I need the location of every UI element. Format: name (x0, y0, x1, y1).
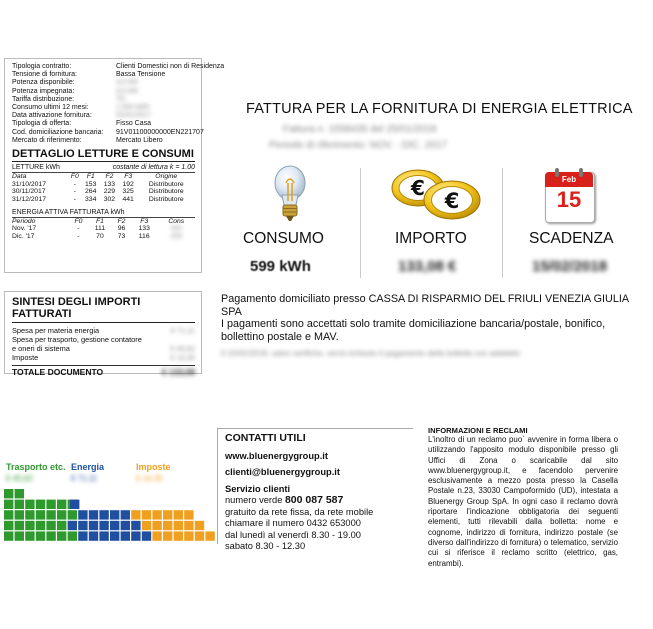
contract-info-row (12, 96, 195, 104)
trasporto-square (4, 521, 13, 530)
imposte-square (163, 521, 172, 530)
trasporto-square (4, 489, 13, 498)
energia-square (78, 521, 87, 530)
trasporto-square (46, 531, 55, 540)
trasporto-square (25, 500, 34, 509)
payment-methods-line: I pagamenti sono accettati solo tramite domiciliazione bancaria/postale, bonifico, bollettino postale e MAV. (221, 318, 606, 343)
sintesi-row (12, 335, 195, 344)
trasporto-square (68, 510, 77, 519)
sintesi-panel (4, 291, 202, 377)
letture-unit-label: LETTURE kWh (12, 164, 60, 172)
energia-header-cell: F2 (117, 217, 126, 225)
trasporto-square (57, 500, 66, 509)
energia-square (78, 531, 87, 540)
trasporto-square (25, 510, 34, 519)
sintesi-value: € 71,11 (170, 326, 195, 335)
sintesi-label: Imposte (12, 353, 39, 362)
calendar-day: 15 (556, 187, 582, 212)
letture-subheader (12, 164, 195, 173)
energia-header-cell: Periodo (12, 217, 36, 225)
legend-trasporto: Trasporto etc. (6, 462, 66, 472)
letture-header-cell: F2 (105, 173, 114, 181)
energia-row (12, 225, 195, 233)
imposte-square (142, 510, 151, 519)
trasporto-square (36, 531, 45, 540)
value-trasporto: € 45,62 (6, 474, 33, 483)
energia-square (78, 510, 87, 519)
energia-cell: 116 (138, 233, 150, 240)
sintesi-row (12, 344, 195, 353)
trasporto-square (36, 510, 45, 519)
energia-title: ENERGIA ATTIVA FATTURATA kWh (12, 208, 125, 216)
contract-info-value: 1.934 kWh (116, 104, 150, 112)
contract-info-value: 3,0 kW (116, 87, 138, 95)
imposte-square (174, 510, 183, 519)
sintesi-label: e oneri di sistema (12, 344, 70, 353)
letture-cell: Distributore (148, 188, 184, 196)
contract-info-label: Potenza impegnata: (12, 87, 75, 95)
trasporto-square (15, 489, 24, 498)
rete-mobile-line: chiamare il numero 0432 653000 (225, 518, 361, 528)
letture-cell: 133 (103, 180, 116, 188)
invoice-number: Fattura n. 1558435 del 25/01/2018 (283, 124, 437, 135)
energia-cell: Nov. '17 (12, 225, 37, 233)
imposte-square (174, 531, 183, 540)
letture-cell: - (73, 188, 76, 196)
letture-header-cell: Origine (155, 173, 178, 181)
letture-header-cell: F0 (70, 173, 79, 181)
contract-info-label: Cod. domiciliazione bancaria: (12, 128, 104, 136)
contract-info-row (12, 63, 225, 71)
contract-info-label: Potenza disponibile: (12, 79, 75, 87)
energia-square (131, 531, 140, 540)
servizio-title: Servizio clienti (225, 483, 291, 494)
trasporto-square (25, 521, 34, 530)
imposte-square (142, 521, 151, 530)
scadenza-value: 15/02/2018 (532, 258, 608, 275)
contract-info-value: Mercato Libero (116, 136, 163, 144)
payment-debit-line: Il 15/02/2018, salvo verifiche, verrà richiesto il pagamento della bolletta con addebito (221, 349, 521, 358)
contract-info-row (12, 120, 195, 128)
energia-cell: 73 (117, 233, 126, 240)
contract-info-row (12, 128, 204, 137)
letture-cell: 192 (122, 180, 134, 188)
letture-constant-label: costante di lettura k = 1.00 (112, 164, 195, 172)
energia-cell: 259 (170, 233, 182, 240)
energia-square (68, 521, 77, 530)
letture-cell: Distributore (148, 180, 184, 188)
trasporto-square (36, 521, 45, 530)
trasporto-square (4, 531, 13, 540)
trasporto-square (4, 510, 13, 519)
sintesi-total-row (12, 365, 195, 377)
invoice-period: Periodo di riferimento: NOV. - DIC. 2017 (269, 140, 448, 151)
contract-info-value: TD (116, 95, 126, 103)
trasporto-square (15, 500, 24, 509)
letture-row (12, 196, 195, 204)
sintesi-row (12, 326, 195, 335)
energia-square (121, 531, 130, 540)
trasporto-square (46, 500, 55, 509)
letture-cell: Distributore (148, 196, 184, 204)
letture-table (12, 173, 195, 203)
energia-header-cell: F1 (95, 217, 104, 225)
contract-info-value: 01/01/2017 (116, 112, 152, 120)
trasporto-square (36, 500, 45, 509)
trasporto-square (46, 510, 55, 519)
rete-fissa-line: gratuito da rete fissa, da rete mobile (225, 506, 374, 517)
value-energia: € 71,11 (71, 474, 98, 483)
letture-cell: 30/11/2017 (12, 188, 46, 196)
energia-header-cell: F0 (74, 217, 83, 225)
contract-info-label: Tipologia di offerta: (12, 120, 72, 128)
imposte-square (152, 531, 161, 540)
orari-line: dal lunedì al venerdì 8.30 - 19.00 (225, 529, 361, 540)
reclami-text: L'inoltro di un reclamo puo` avvenire in forma libera o utilizzando l'apposito modulo disponibile presso gli Uffici di Zona o scaricabile dal sito www.bluenergygroup.it, e facendolo pervenire esclusivamente a mezzo posta presso la Casella Postale n.23, 33030 Campoformido (UD), intestata a Bluenergy Group SpA. In ogni caso il reclamo dovrà riportare l'indicazione obbligatoria dei seguenti elementi, tutti rilevabili dalla bolletta: nome e cognome, indirizzo di fornitura, indirizzo postale (se diverso dall'indirizzo di fornitura) o telematico, servizio cui si riferisce il reclamo scritto (elettrico, gas, entrambi). (428, 435, 618, 568)
contract-info-label: Mercato di riferimento: (12, 136, 82, 144)
letture-row (12, 181, 195, 189)
sintesi-label: Spesa per trasporto, gestione contatore (12, 335, 142, 344)
website-link[interactable]: www.bluenergygroup.it (225, 450, 328, 461)
contract-info-value: Fisso Casa (116, 120, 152, 128)
letture-header-cell: Data (12, 173, 27, 181)
value-imposte: € 16,35 (136, 474, 163, 483)
energia-square (121, 510, 130, 519)
contract-info-label: Tipologia contratto: (12, 63, 72, 70)
contract-info-row (12, 112, 195, 120)
trasporto-square (46, 521, 55, 530)
imposte-square (184, 510, 193, 519)
energia-cell: 111 (94, 225, 106, 233)
contract-info-label: Tensione di fornitura: (12, 71, 77, 79)
energia-square (99, 531, 108, 540)
energia-cell: 96 (117, 225, 126, 233)
legend-imposte: Imposte (136, 462, 171, 472)
energia-square (89, 521, 98, 530)
letture-cell: 31/12/2017 (12, 196, 47, 204)
sintesi-rows (12, 326, 195, 362)
svg-text:€: € (444, 189, 460, 213)
contatti-title: CONTATTI UTILI (225, 432, 306, 444)
contract-info-label: Data attivazione fornitura: (12, 112, 92, 120)
divider-2 (502, 168, 503, 278)
energia-cell: 133 (138, 225, 150, 233)
energia-header-cell: Cons (168, 217, 185, 225)
numero-verde-prefix: numero verde (225, 495, 285, 505)
scadenza-label: SCADENZA (529, 230, 614, 247)
energia-square (89, 510, 98, 519)
imposte-square (184, 531, 193, 540)
legend-energia: Energia (71, 462, 105, 472)
letture-cell: 31/10/2017 (12, 180, 47, 188)
imposte-square (131, 510, 140, 519)
trasporto-square (15, 521, 24, 530)
contract-info-row (12, 137, 195, 145)
letture-cell: 264 (85, 188, 97, 196)
energia-cell: 340 (170, 225, 182, 233)
letture-header-cell: F3 (124, 173, 133, 181)
contract-info-row (12, 79, 195, 87)
invoice-title: FATTURA PER LA FORNITURA DI ENERGIA ELETTRICA (246, 101, 633, 117)
energia-square (110, 510, 119, 519)
energia-square (110, 531, 119, 540)
energia-square (121, 521, 130, 530)
contract-info-label: Consumo ultimi 12 mesi: (12, 104, 89, 112)
payment-info (221, 293, 645, 361)
sintesi-title: SINTESI DEGLI IMPORTI FATTURATI (12, 296, 195, 323)
contract-info-value: 91V01100000000EN221707 (116, 128, 204, 136)
euro-coins-icon (390, 168, 486, 222)
numero-verde[interactable]: 800 087 587 (284, 494, 344, 506)
imposte-square (163, 510, 172, 519)
imposte-square (163, 531, 172, 540)
letture-header-cell: F1 (86, 173, 95, 181)
trasporto-square (4, 500, 13, 509)
contract-info-row (12, 104, 195, 112)
imposte-square (195, 531, 204, 540)
contract-info-row (12, 71, 195, 79)
letture-cell: 302 (103, 196, 116, 204)
energia-square (131, 521, 140, 530)
energia-cell: 70 (96, 233, 104, 240)
payment-bank-line: Pagamento domiciliato presso CASSA DI RISPARMIO DEL FRIULI VENEZIA GIULIA SPA (221, 293, 629, 318)
sintesi-row (12, 353, 195, 362)
energia-square (99, 510, 108, 519)
letture-cell: 334 (85, 196, 97, 204)
sabato-line: sabato 8.30 - 12.30 (225, 541, 306, 551)
energia-cell: - (77, 225, 80, 233)
consumo-label: CONSUMO (243, 230, 324, 247)
energia-square (89, 531, 98, 540)
energia-square (99, 521, 108, 530)
trasporto-square (57, 531, 66, 540)
total-label: TOTALE DOCUMENTO (12, 367, 104, 377)
divider-1 (360, 168, 361, 278)
energia-square (70, 500, 79, 509)
sintesi-value: € 45,62 (170, 344, 195, 353)
reclami-box (428, 426, 618, 568)
trasporto-square (15, 510, 24, 519)
numero-verde-line (225, 495, 413, 507)
energia-square (110, 521, 119, 530)
letture-cell: 441 (122, 196, 134, 204)
trasporto-square (57, 510, 66, 519)
letture-cell: - (73, 196, 76, 204)
energia-table (12, 218, 195, 241)
consumo-value: 599 kWh (250, 258, 311, 275)
contatti-box (217, 428, 413, 551)
reclami-title: INFORMAZIONI E RECLAMI (428, 426, 528, 435)
sintesi-label: Spesa per materia energia (12, 326, 100, 335)
sintesi-value: € 16,35 (170, 353, 195, 362)
trasporto-square (57, 521, 66, 530)
email-link[interactable]: clienti@bluenergygroup.it (225, 467, 340, 477)
calendar-icon (545, 168, 593, 221)
energia-cell: - (77, 233, 80, 240)
letture-cell: 153 (85, 180, 97, 188)
contract-info-value: Bassa Tensione (116, 71, 166, 79)
imposte-square (152, 510, 161, 519)
contract-info-value: Clienti Domestici non di Residenza (116, 63, 225, 70)
letture-title: DETTAGLIO LETTURE E CONSUMI (12, 148, 194, 161)
trasporto-square (25, 531, 34, 540)
contract-info-row (12, 88, 195, 96)
imposte-square (195, 521, 204, 530)
imposte-square (205, 531, 214, 540)
trasporto-square (68, 531, 77, 540)
letture-row (12, 188, 195, 196)
imposte-square (174, 521, 183, 530)
contract-info-list (12, 63, 225, 145)
trasporto-square (15, 531, 24, 540)
imposte-square (152, 521, 161, 530)
svg-text:€: € (411, 176, 425, 200)
letture-cell: 229 (103, 188, 116, 196)
lightbulb-icon (270, 163, 310, 223)
calendar-month: Feb (561, 175, 577, 184)
letture-cell: 325 (122, 188, 134, 196)
energia-row (12, 233, 195, 241)
contract-info-label: Tariffa distribuzione: (12, 95, 75, 103)
energia-header-cell: F3 (140, 217, 149, 225)
energia-subheader (12, 209, 195, 218)
importo-value: 133,08 € (398, 258, 457, 275)
cost-breakdown-grid (4, 485, 204, 547)
contract-info-value: 3,0 kW (116, 79, 138, 87)
energia-square (142, 531, 151, 540)
importo-label: IMPORTO (395, 230, 467, 247)
letture-cell: - (73, 180, 76, 188)
contract-info-panel (4, 58, 225, 273)
energia-cell: Dic. '17 (12, 233, 35, 240)
total-value: € 133,08 (161, 367, 195, 377)
imposte-square (184, 521, 193, 530)
